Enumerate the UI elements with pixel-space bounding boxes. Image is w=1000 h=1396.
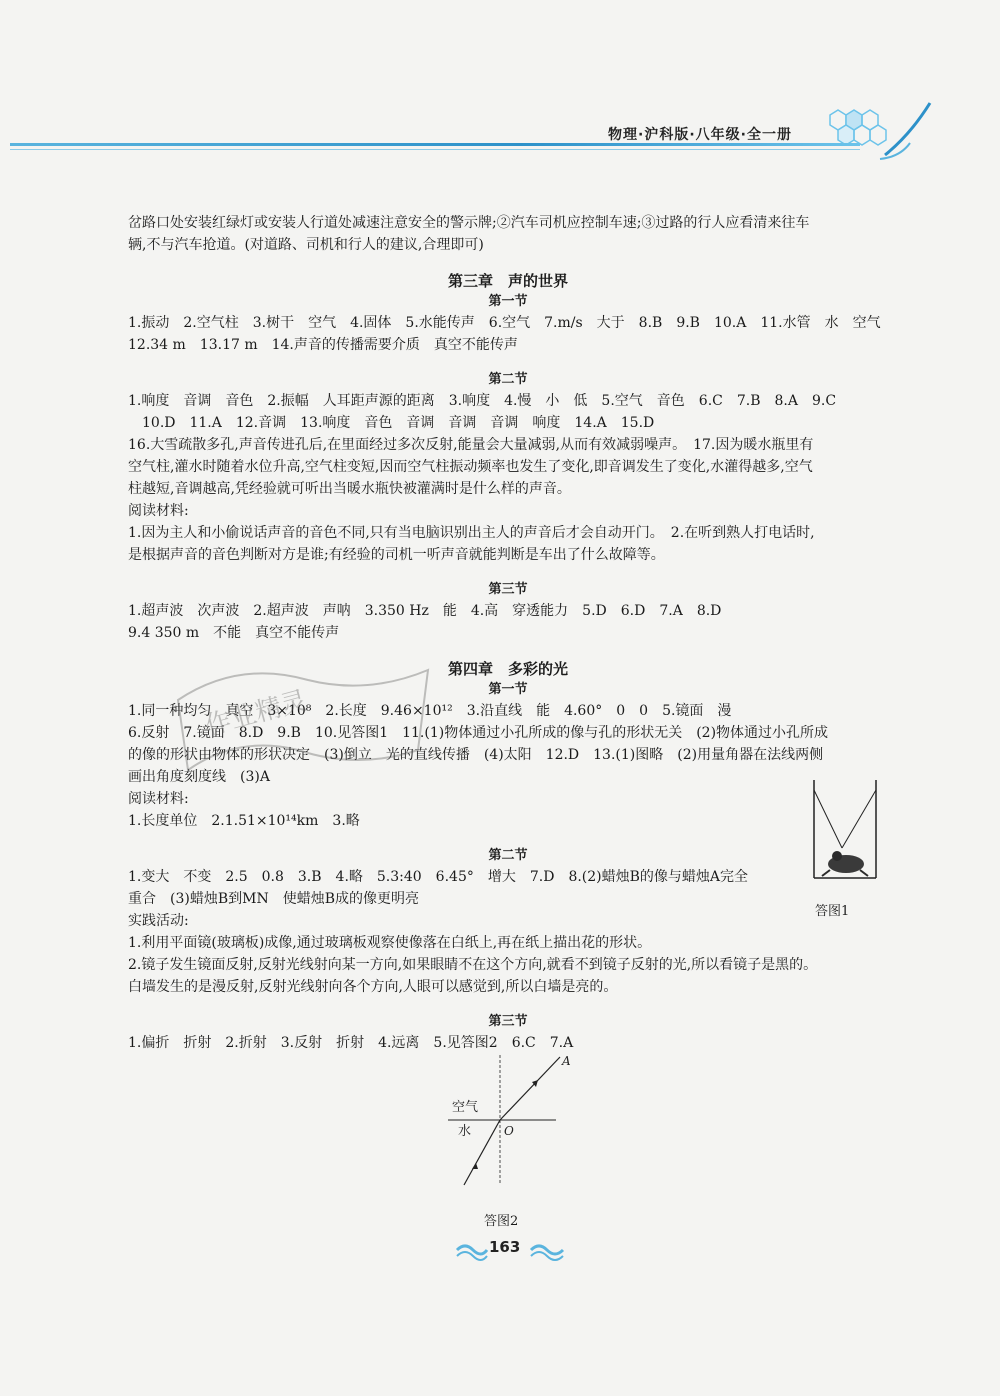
section-title: 第二节	[488, 848, 528, 863]
point-o-label: O	[504, 1124, 514, 1138]
page-number: 163	[489, 1238, 521, 1256]
answer-line: 是根据声音的音色判断对方是谁;有经验的司机一听声音就能判断是车出了什么故障等。	[128, 547, 665, 563]
answer-line: 白墙发生的是漫反射,反射光线射向各个方向,人眼可以感觉到,所以白墙是亮的。	[128, 979, 618, 995]
section-title: 第一节	[488, 682, 528, 697]
answer-line: 1.利用平面镜(玻璃板)成像,通过玻璃板观察使像落在白纸上,再在纸上描出花的形状。	[128, 935, 652, 951]
answer-line: 6.反射 7.镜面 8.D 9.B 10.见答图1 11.(1)物体通过小孔所成的像与孔的形状无关 (2)物体通过小孔所成	[128, 725, 829, 741]
point-a-label: A	[562, 1054, 571, 1068]
answer-line: 1.长度单位 2.1.51×10¹⁴km 3.略	[128, 813, 360, 829]
answer-line: 1.响度 音调 音色 2.振幅 人耳距声源的距离 3.响度 4.慢 小 低 5.空气 音色 6.C 7.B 8.A 9.C	[128, 393, 837, 409]
figure-1-caption: 答图1	[815, 904, 850, 919]
header-hexagon-decoration	[810, 95, 940, 170]
answer-content	[128, 212, 888, 1054]
stamp-text: 作业精灵	[202, 685, 311, 742]
answer-line: 1.同一种均匀 真空 3×10⁸ 2.长度 9.46×10¹² 3.沿直线 能 4.60° 0 0 5.镜面 漫	[128, 703, 732, 719]
answer-line: 空气柱,灌水时随着水位升高,空气柱变短,因而空气柱振动频率也发生了变化,即音调发生了变化,水灌得越多,空气	[128, 459, 813, 475]
chapter-title: 第四章 多彩的光	[447, 660, 568, 678]
answer-line: 柱越短,音调越高,凭经验就可听出当暖水瓶快被灌满时是什么样的声音。	[128, 481, 571, 497]
answer-line: 1.变大 不变 2.5 0.8 3.B 4.略 5.3:40 6.45° 增大 7.D 8.(2)蜡烛B的像与蜡烛A完全	[128, 869, 749, 885]
answer-line: 的像的形状由物体的形状决定 (3)倒立 光的直线传播 (4)太阳 12.D 13.(1)图略 (2)用量角器在法线两侧	[128, 747, 824, 763]
intro-line: 辆,不与汽车抢道。(对道路、司机和行人的建议,合理即可)	[128, 237, 484, 253]
answer-line: 9.4 350 m 不能 真空不能传声	[128, 625, 340, 641]
answer-line: 画出角度刻度线 (3)A	[128, 769, 270, 785]
answer-line: 12.34 m 13.17 m 14.声音的传播需要介质 真空不能传声	[128, 337, 518, 353]
answer-line: 2.镜子发生镜面反射,反射光线射向某一方向,如果眼睛不在这个方向,就看不到镜子反射的光,所以看镜子是黑的。	[128, 957, 818, 973]
section-title: 第二节	[488, 372, 528, 387]
answer-line: 16.大雪疏散多孔,声音传进孔后,在里面经过多次反射,能量会大量减弱,从而有效减弱噪声。 17.因为暖水瓶里有	[128, 437, 814, 453]
book-title: 物理·沪科版·八年级·全一册	[608, 127, 792, 143]
watermark-stamp	[168, 640, 438, 790]
water-label: 水	[458, 1124, 472, 1139]
header-rule-thin	[10, 149, 860, 150]
answer-line: 1.振动 2.空气柱 3.树干 空气 4.固体 5.水能传声 6.空气 7.m/s 大于 8.B 9.B 10.A 11.水管 水 空气	[128, 315, 881, 331]
air-label: 空气	[452, 1100, 479, 1115]
answer-line: 阅读材料:	[128, 503, 189, 519]
answer-line: 阅读材料:	[128, 791, 189, 807]
answer-line: 实践活动:	[128, 913, 189, 929]
page-number-area	[455, 1236, 565, 1264]
answer-line: 1.偏折 折射 2.折射 3.反射 折射 4.远离 5.见答图2 6.C 7.A	[128, 1035, 574, 1051]
figure-2-refraction-diagram	[440, 1045, 590, 1195]
section-title: 第三节	[488, 582, 528, 597]
chapter-title: 第三章 声的世界	[447, 272, 568, 290]
answer-line: 1.超声波 次声波 2.超声波 声呐 3.350 Hz 能 4.高 穿透能力 5.D 6.D 7.A 8.D	[128, 603, 722, 619]
answer-line: 10.D 11.A 12.音调 13.响度 音色 音调 音调 音调 响度 14.A 15.D	[128, 415, 655, 431]
answer-line: 重合 (3)蜡烛B到MN 使蜡烛B成的像更明亮	[128, 891, 419, 907]
figure-2-caption: 答图2	[484, 1214, 519, 1229]
figure-1-diagram	[810, 778, 880, 883]
answer-line: 1.因为主人和小偷说话声音的音色不同,只有当电脑识别出主人的声音后才会自动开门。 2.在听到熟人打电话时,	[128, 525, 815, 541]
section-title: 第三节	[488, 1014, 528, 1029]
intro-line: 岔路口处安装红绿灯或安装人行道处减速注意安全的警示牌;②汽车司机应控制车速;③过路的行人应看清来往车	[128, 215, 810, 231]
section-title: 第一节	[488, 294, 528, 309]
